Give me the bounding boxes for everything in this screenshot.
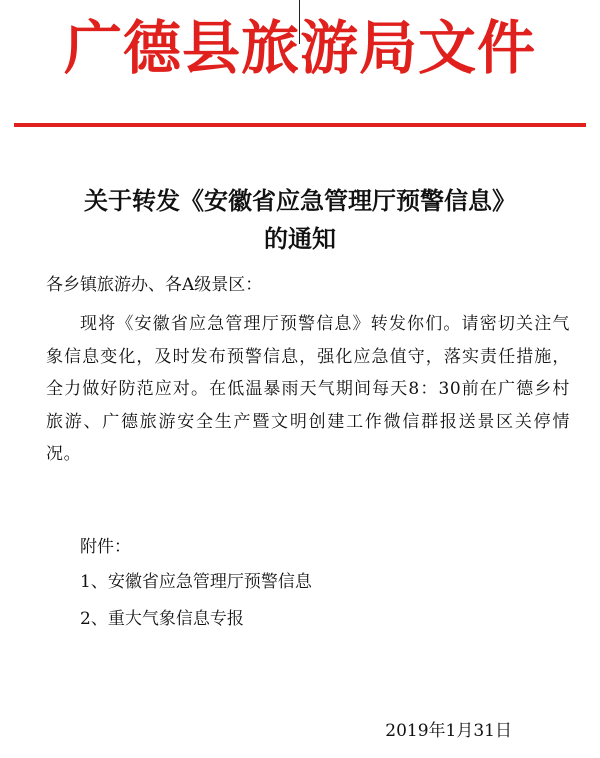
document-header-title: 广德县旅游局文件 bbox=[63, 14, 536, 82]
document-title-line-2: 的通知 bbox=[264, 224, 336, 253]
salutation: 各乡镇旅游办、各A级景区： bbox=[46, 275, 263, 295]
attachment-item: 2、重大气象信息专报 bbox=[80, 609, 244, 629]
attachments-label: 附件： bbox=[80, 537, 131, 557]
red-header-rule bbox=[14, 123, 586, 127]
document-title bbox=[0, 182, 600, 258]
body-paragraph: 现将《安徽省应急管理厅预警信息》转发你们。请密切关注气象信息变化，及时发布预警信息，强化应急值守，落实责任措施，全力做好防范应对。在低温暴雨天气期间每天8：30前在广德乡村旅游、广德旅游安全生产暨文明创建工作微信群报送景区关停情况。 bbox=[46, 314, 570, 464]
document-title-line-1: 关于转发《安徽省应急管理厅预警信息》 bbox=[84, 186, 516, 215]
attachment-item: 1、安徽省应急管理厅预警信息 bbox=[80, 572, 312, 592]
document-date: 2019年1月31日 bbox=[385, 721, 512, 741]
